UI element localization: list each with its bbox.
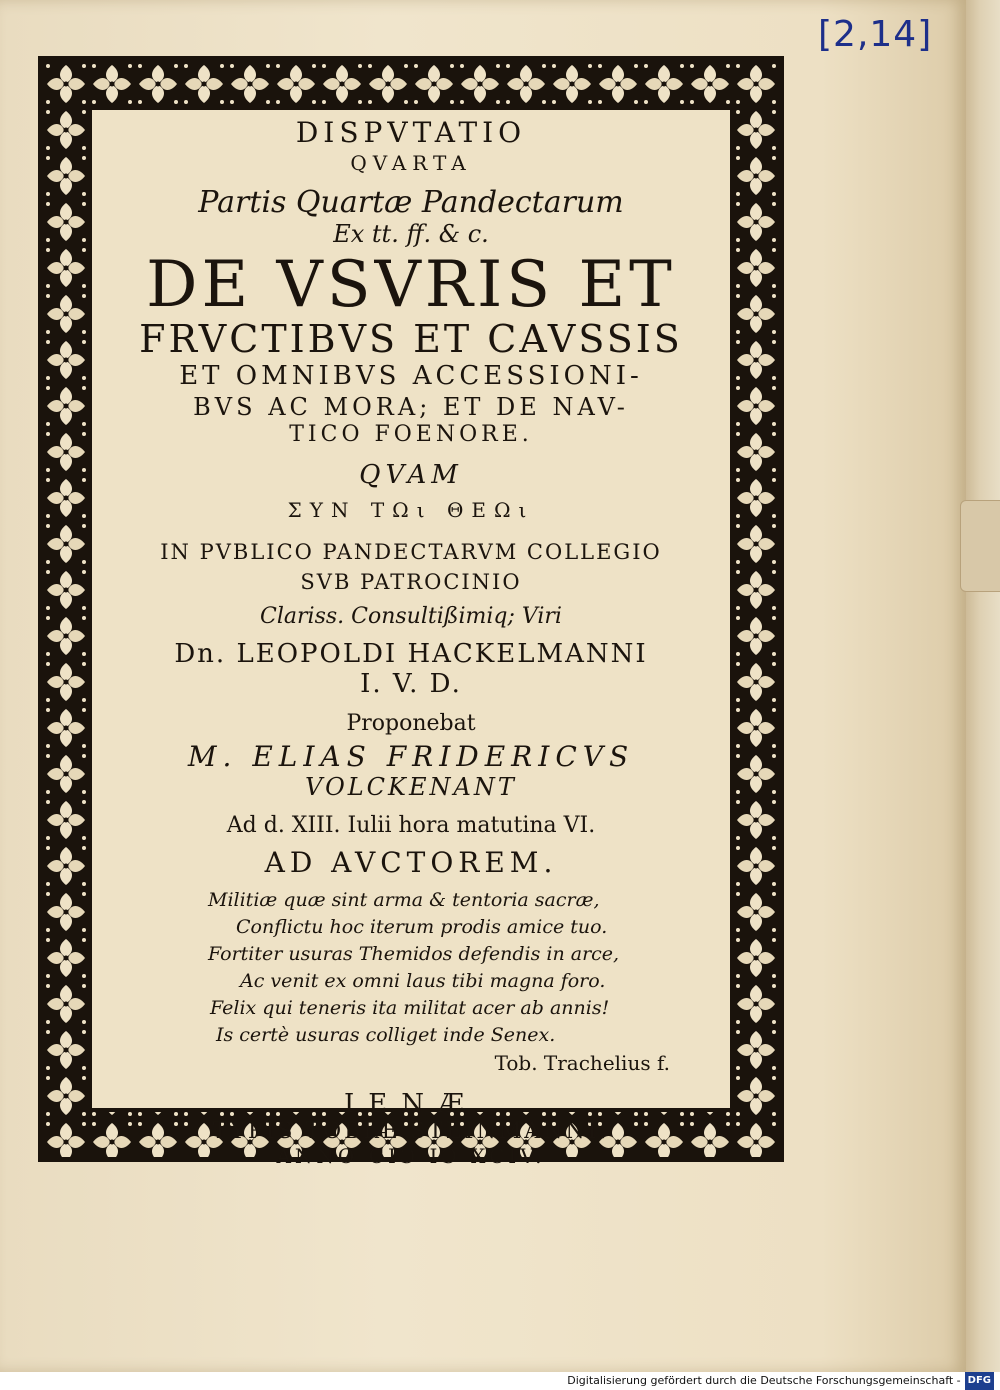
subtitle-partis: Partis Quartæ Pandectarum (198, 185, 624, 220)
poem-line: Conflictu hoc iterum prodis amice tuo. (236, 916, 608, 938)
main-title-line1: DE VSVRIS ET (146, 248, 676, 322)
dfg-logo-icon: DFG (965, 1372, 994, 1390)
shelfmark-annotation: [2,14] (818, 14, 933, 55)
quam-line: QVAM (359, 460, 463, 490)
patrocinio-line: SVB PATROCINIO (300, 570, 522, 594)
page-tab (960, 500, 1000, 592)
date-line: Ad d. XIII. Iulii hora matutina VI. (226, 813, 596, 838)
poem-line: Militiæ quæ sint arma & tentoria sacræ, (208, 889, 600, 911)
ad-auctorem-heading: AD AVCTOREM. (264, 846, 558, 879)
title-text-block (92, 110, 730, 1168)
main-title-line3: ET OMNIBVS ACCESSIONI- (179, 361, 643, 391)
respondent-surname: VOLCKENANT (305, 773, 517, 801)
poem-line: Felix qui teneris ita militat acer ab annis! (210, 997, 610, 1019)
heading-quarta: QVARTA (350, 151, 472, 175)
proponebat-line: Proponebat (346, 711, 476, 736)
main-title-line4: BVS AC MORA; ET DE NAV- (193, 393, 629, 421)
main-title-line5: TICO FOENORE. (289, 422, 533, 447)
imprint-year: ANNO CIƆ IƆ XCIV. (276, 1144, 546, 1168)
respondent-name: M. ELIAS FRIDERICVS (187, 740, 635, 773)
footer-text: Digitalisierung gefördert durch die Deutsche Forschungsgemeinschaft - (567, 1374, 961, 1387)
digitization-footer (0, 1372, 1000, 1390)
greek-line: ΣΥΝ ΤΩι ΘΕΩι (287, 498, 535, 522)
dedicatory-poem (92, 887, 730, 1049)
presider-degree: I. V. D. (360, 669, 462, 699)
poem-line: Ac venit ex omni laus tibi magna foro. (240, 970, 606, 992)
collegio-line: IN PVBLICO PANDECTARVM COLLEGIO (160, 540, 662, 564)
poem-line: Fortiter usuras Themidos defendis in arce, (208, 943, 620, 965)
imprint-printer: TYPIS TOBIÆ STEINMANNI. (212, 1119, 610, 1144)
heading-disputatio: DISPVTATIO (295, 116, 527, 149)
imprint-place: IENÆ (343, 1089, 479, 1119)
poem-signature: Tob. Trachelius f. (494, 1051, 670, 1075)
presider-name: Dn. LEOPOLDI HACKELMANNI (174, 639, 648, 669)
main-title-line2: FRVCTIBVS ET CAVSSIS (139, 317, 683, 361)
poem-line: Is certè usuras colliget inde Senex. (216, 1024, 556, 1046)
clariss-line: Clariss. Consultißimiq; Viri (260, 604, 562, 629)
page-edge (966, 0, 1000, 1372)
subtitle-ex: Ex tt. ff. & c. (333, 220, 489, 248)
